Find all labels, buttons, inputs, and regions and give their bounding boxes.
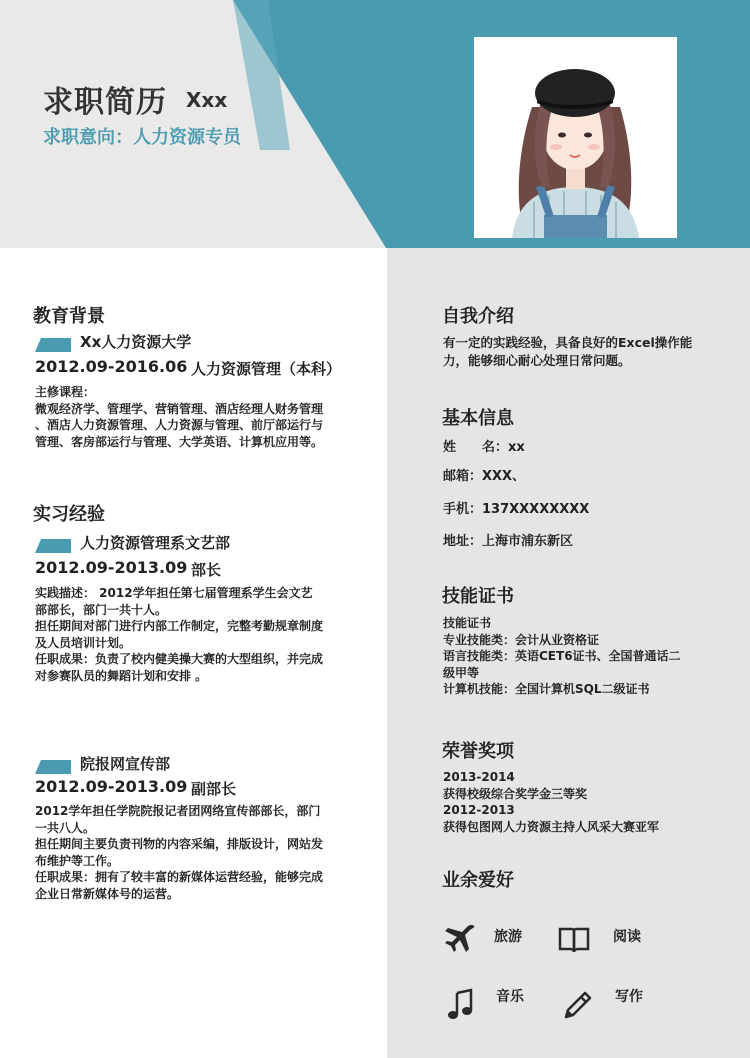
internship-org: 人力资源管理系文艺部 xyxy=(80,534,231,552)
book-icon xyxy=(557,922,591,956)
description-line: 任职成果：负责了校内健美操大赛的大型组织，并完成 xyxy=(35,652,324,666)
applicant-name: Xxx xyxy=(186,88,228,112)
honors-line: 2012-2013 xyxy=(443,803,515,817)
skills-list xyxy=(443,615,681,698)
description-line: 企业日常新媒体号的运营。 xyxy=(35,886,180,901)
description-line: 实践描述： 2012学年担任第七届管理系学生会文艺 xyxy=(35,586,313,600)
hobby-travel-label: 旅游 xyxy=(494,929,522,945)
description-line: 对参赛队员的舞蹈计划和安排 。 xyxy=(35,668,208,683)
skills-line: 专业技能类：会计从业资格证 xyxy=(443,632,600,647)
info-address: 地址：上海市浦东新区 xyxy=(443,534,574,549)
description-line: 2012学年担任学院院报记者团网络宣传部部长，部门 xyxy=(35,804,321,818)
description-line: 任职成果：拥有了较丰富的新媒体运营经验，能够完成 xyxy=(35,870,324,884)
courses-line: 、酒店人力资源管理、人力资源与管理、前厅部运行与 xyxy=(35,418,324,432)
self-intro-heading: 自我介绍 xyxy=(442,306,514,327)
hobby-writing-label: 写作 xyxy=(615,989,643,1005)
airplane-icon xyxy=(443,922,477,956)
internship-role: 副部长 xyxy=(191,780,237,798)
internship-description xyxy=(35,585,323,684)
skills-line: 计算机技能：全国计算机SQL二级证书 xyxy=(443,682,650,696)
internship-role: 部长 xyxy=(191,561,222,579)
internship-description xyxy=(35,803,323,902)
skills-heading: 技能证书 xyxy=(442,586,514,607)
description-line: 担任期间对部门进行内部工作制定，完整考勤规章制度 xyxy=(35,619,324,633)
honors-line: 获得校级综合奖学金三等奖 xyxy=(443,786,588,801)
hobby-music-label: 音乐 xyxy=(496,989,524,1005)
honors-line: 获得包图网人力资源主持人风采大赛亚军 xyxy=(443,819,660,834)
internship-date: 2012.09-2013.09 xyxy=(35,558,188,577)
info-name: 姓 名：xx xyxy=(443,440,525,455)
job-intent: 求职意向：人力资源专员 xyxy=(43,127,241,148)
hobby-reading-label: 阅读 xyxy=(613,929,641,945)
honors-list xyxy=(443,769,659,835)
entry-marker xyxy=(35,338,71,352)
courses-line: 微观经济学、管理学、营销管理、酒店经理人财务管理 xyxy=(35,401,324,416)
honors-heading: 荣誉奖项 xyxy=(442,741,514,762)
hobbies-heading: 业余爱好 xyxy=(442,870,514,891)
education-school: Xx人力资源大学 xyxy=(80,333,192,351)
education-major: 人力资源管理（本科） xyxy=(191,360,342,378)
description-line: 布维护等工作。 xyxy=(35,853,120,868)
entry-marker xyxy=(35,539,71,553)
self-intro-text xyxy=(443,334,692,370)
pencil-icon xyxy=(561,988,595,1022)
skills-line: 语言技能类：英语CET6证书、全国普通话二 xyxy=(443,649,681,663)
info-phone: 手机：137XXXXXXXX xyxy=(443,502,590,517)
description-line: 担任期间主要负责刊物的内容采编，排版设计，网站发 xyxy=(35,837,324,851)
info-email: 邮箱：XXX、 xyxy=(443,469,526,484)
internship-heading: 实习经验 xyxy=(33,504,105,525)
self-intro-line: 有一定的实践经验，具备良好的Excel操作能 xyxy=(443,335,693,350)
description-line: 一共八人。 xyxy=(35,820,96,835)
courses-label: 主修课程： xyxy=(35,385,96,399)
self-intro-line: 力，能够细心耐心处理日常问题。 xyxy=(443,353,631,368)
description-line: 部部长，部门一共十人。 xyxy=(35,602,168,617)
education-date: 2012.09-2016.06 xyxy=(35,357,188,376)
honors-line: 2013-2014 xyxy=(443,770,515,784)
education-heading: 教育背景 xyxy=(33,306,105,327)
internship-date: 2012.09-2013.09 xyxy=(35,777,188,796)
courses-line: 管理、客房部运行与管理、大学英语、计算机应用等。 xyxy=(35,434,324,449)
basic-info-heading: 基本信息 xyxy=(442,408,514,429)
entry-marker xyxy=(35,760,71,774)
skills-line: 技能证书 xyxy=(443,616,492,630)
education-courses xyxy=(35,384,323,450)
internship-org: 院报网宣传部 xyxy=(80,755,171,773)
profile-photo xyxy=(474,37,677,238)
description-line: 及人员培训计划。 xyxy=(35,635,132,650)
skills-line: 级甲等 xyxy=(443,665,480,680)
music-note-icon xyxy=(445,988,479,1022)
resume-title: 求职简历 xyxy=(43,85,167,120)
